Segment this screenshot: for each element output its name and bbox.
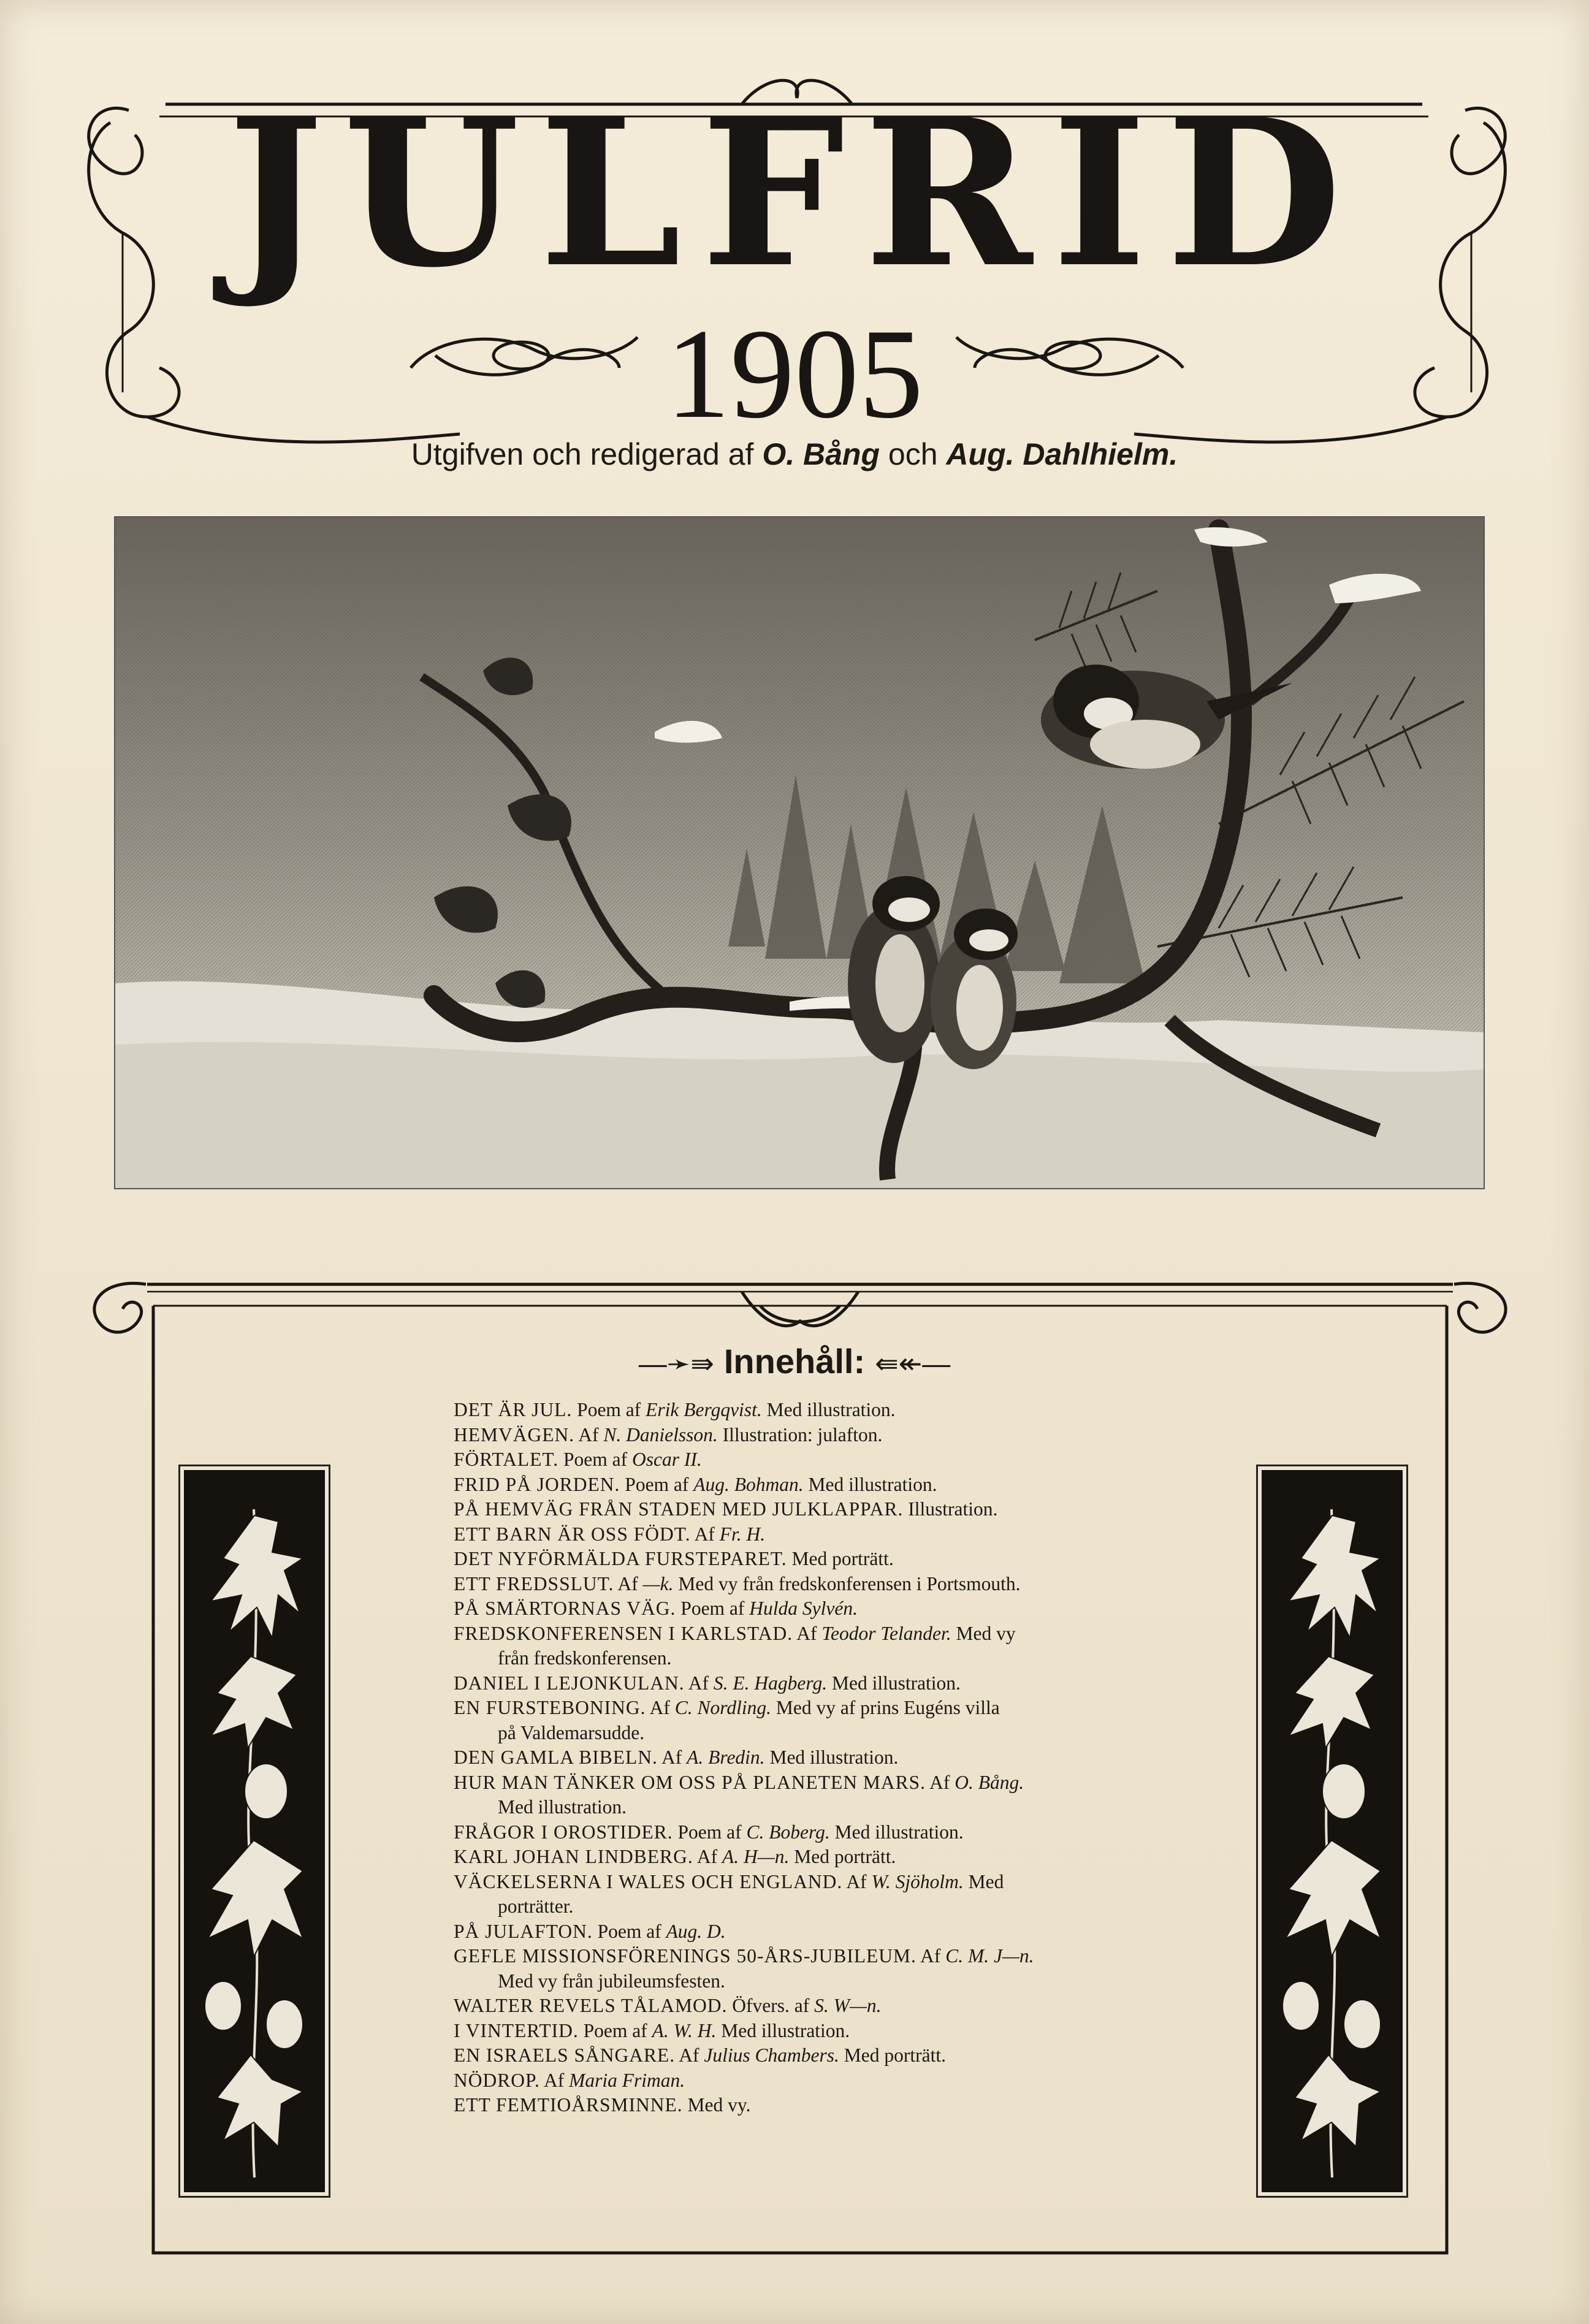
contents-item-author: W. Sjöholm.: [871, 1870, 964, 1892]
contents-item-title: ETT BARN ÄR OSS FÖDT.: [454, 1523, 691, 1545]
contents-heading: [0, 1341, 1589, 1381]
contents-item-text: Af: [684, 1672, 714, 1694]
contents-item: [454, 1845, 1159, 1870]
thistle-panel-left: [184, 1470, 325, 2192]
contents-item-author: A. W. H.: [652, 2019, 717, 2041]
contents-item-title: EN FURSTEBONING.: [454, 1697, 646, 1718]
contents-item: [454, 1696, 1159, 1745]
contents-item-text: Af: [657, 1747, 687, 1768]
contents-item-title: FÖRTALET.: [454, 1449, 559, 1470]
contents-item-continuation: Med illustration.: [498, 1796, 627, 1818]
publication-year: 1905: [666, 303, 923, 445]
contents-item-title: HUR MAN TÄNKER OM OSS PÅ PLANETEN MARS.: [454, 1771, 926, 1793]
contents-item: [454, 1497, 1159, 1522]
contents-item: [454, 2043, 1159, 2068]
contents-item-title: DET ÄR JUL.: [454, 1399, 573, 1420]
contents-item-author: A. Bredin.: [687, 1747, 765, 1768]
contents-item-title: DEN GAMLA BIBELN.: [454, 1747, 658, 1768]
contents-item: [454, 1547, 1159, 1572]
contents-item: [454, 2093, 1159, 2118]
contents-item-text: Poem af: [572, 1399, 646, 1420]
contents-item: [454, 1770, 1159, 1820]
contents-item-text: Af: [574, 1423, 604, 1446]
contents-item-author: N. Danielsson.: [603, 1423, 718, 1446]
contents-item-title: HEMVÄGEN.: [454, 1423, 575, 1446]
contents-item-author: Aug. D.: [666, 1920, 726, 1942]
contents-item-note: Med vy af prins Eugéns villa: [771, 1697, 1000, 1718]
contents-item: [454, 1745, 1159, 1770]
contents-item-author: O. Bång.: [955, 1771, 1024, 1793]
arrow-left-ornament-icon: ⇚↞—: [875, 1347, 951, 1379]
contents-item-author: C. Nordling.: [674, 1697, 772, 1718]
contents-item-text: Af: [690, 1523, 720, 1545]
contents-item-text: Af: [926, 1771, 955, 1793]
contents-item-note: Med illustration.: [764, 1747, 899, 1768]
contents-item-title: FRID PÅ JORDEN.: [454, 1473, 620, 1495]
contents-item: [454, 1473, 1159, 1498]
contents-item-author: Teodor Telander.: [821, 1622, 951, 1644]
contents-item: [454, 1919, 1159, 1945]
winter-birds-illustration: [114, 516, 1485, 1189]
contents-item-title: FREDSKONFERENSEN I KARLSTAD.: [454, 1622, 793, 1644]
contents-item-note: Med vy: [951, 1622, 1016, 1644]
contents-item-author: C. M. J—n.: [945, 1945, 1034, 1967]
contents-item: [454, 1572, 1159, 1597]
thistle-panel-right: [1262, 1470, 1403, 2192]
editors-conjunction: och: [880, 437, 947, 471]
contents-item-title: DET NYFÖRMÄLDA FURSTEPARET.: [454, 1548, 787, 1569]
contents-item: [454, 1621, 1159, 1671]
contents-item: [454, 2068, 1159, 2094]
contents-item-continuation: Med vy från jubileumsfesten.: [498, 1970, 725, 1992]
contents-item: [454, 1671, 1159, 1696]
contents-item-author: C. Boberg.: [746, 1821, 830, 1843]
editor-name-2: Aug. Dahlhielm.: [946, 437, 1178, 471]
contents-item-text: Poem af: [592, 1920, 666, 1942]
contents-item: [454, 1820, 1159, 1845]
contents-item: [454, 1994, 1159, 2019]
contents-item: [454, 2019, 1159, 2044]
contents-item-note: Med porträtt.: [789, 1846, 896, 1867]
contents-item-title: PÅ SMÄRTORNAS VÄG.: [454, 1598, 676, 1619]
contents-item-text: Af: [693, 1846, 722, 1867]
contents-item-title: EN ISRAELS SÅNGARE.: [454, 2044, 676, 2066]
contents-item-title: ETT FREDSSLUT.: [454, 1572, 614, 1594]
contents-item-author: Oscar II.: [631, 1449, 702, 1470]
contents-heading-text: Innehåll:: [723, 1342, 866, 1381]
contents-item-note: Med vy från fredskonferensen i Portsmouth.: [673, 1572, 1021, 1594]
contents-item-author: Fr. H.: [719, 1523, 766, 1545]
contents-item-note: Med illustration.: [803, 1473, 937, 1495]
contents-item-text: Med vy.: [682, 2094, 751, 2116]
contents-item-text: Illustration.: [903, 1498, 998, 1520]
contents-item-continuation: på Valdemarsudde.: [498, 1721, 645, 1743]
contents-item-note: Med illustration.: [827, 1672, 961, 1694]
contents-item-title: GEFLE MISSIONSFÖRENINGS 50-ÅRS-JUBILEUM.: [454, 1945, 916, 1967]
table-of-contents: [454, 1398, 1159, 2118]
contents-item: [454, 1522, 1159, 1547]
contents-item-text: Poem af: [620, 1473, 694, 1495]
contents-item-title: DANIEL I LEJONKULAN.: [454, 1672, 685, 1694]
contents-item: [454, 1398, 1159, 1423]
contents-item-note: Med illustration.: [761, 1399, 896, 1420]
contents-item-continuation: porträtter.: [498, 1895, 574, 1917]
contents-item-title: WALTER REVELS TÅLAMOD.: [454, 1995, 728, 2016]
contents-item-author: Julius Chambers.: [704, 2044, 839, 2066]
contents-item-title: FRÅGOR I OROSTIDER.: [454, 1821, 673, 1843]
contents-item-author: Aug. Bohman.: [693, 1473, 804, 1495]
editors-line: [0, 436, 1589, 472]
contents-item-text: Af: [793, 1622, 822, 1644]
contents-item-author: —k.: [642, 1572, 674, 1594]
contents-item-text: Poem af: [676, 1598, 750, 1619]
editors-prefix: Utgifven och redigerad af: [411, 437, 763, 471]
contents-item-text: Af: [842, 1870, 872, 1892]
contents-item-author: S. W—n.: [814, 1995, 882, 2016]
contents-item-continuation: från fredskonferensen.: [498, 1647, 672, 1669]
contents-item-note: Illustration: julafton.: [717, 1423, 883, 1446]
contents-item: [454, 1423, 1159, 1448]
contents-item-note: Med: [963, 1870, 1004, 1892]
editor-name-1: O. Bång: [762, 437, 880, 471]
contents-item-text: Af: [916, 1945, 946, 1967]
contents-item-title: KARL JOHAN LINDBERG.: [454, 1846, 693, 1867]
contents-item-text: Poem af: [578, 2019, 652, 2041]
contents-item-author: Erik Bergqvist.: [646, 1399, 762, 1420]
contents-item: [454, 1944, 1159, 1994]
contents-item-text: Med porträtt.: [787, 1548, 894, 1569]
contents-item-note: Med porträtt.: [839, 2044, 946, 2066]
contents-item-title: VÄCKELSERNA I WALES OCH ENGLAND.: [454, 1870, 843, 1892]
contents-item-text: Poem af: [558, 1449, 632, 1470]
contents-item-text: Poem af: [673, 1821, 747, 1843]
contents-item-title: ETT FEMTIOÅRSMINNE.: [454, 2094, 683, 2116]
contents-item-author: Hulda Sylvén.: [749, 1598, 858, 1619]
contents-item-text: Af: [675, 2044, 704, 2066]
contents-item: [454, 1870, 1159, 1919]
contents-item-note: Med illustration.: [829, 1821, 964, 1843]
contents-item-note: Med illustration.: [716, 2019, 850, 2041]
contents-item: [454, 1447, 1159, 1473]
contents-item-author: A. H—n.: [722, 1846, 790, 1867]
contents-item-text: Af: [539, 2069, 570, 2091]
contents-item-author: Maria Friman.: [569, 2069, 685, 2091]
contents-item-author: S. E. Hagberg.: [713, 1672, 828, 1694]
arrow-right-ornament-icon: —➛⇛: [638, 1347, 714, 1379]
contents-item-title: NÖDROP.: [454, 2069, 540, 2091]
contents-item-title: PÅ HEMVÄG FRÅN STADEN MED JULKLAPPAR.: [454, 1498, 904, 1520]
contents-item-title: PÅ JULAFTON.: [454, 1920, 593, 1942]
contents-item: [454, 1596, 1159, 1621]
contents-item-text: Öfvers. af: [727, 1995, 815, 2016]
magazine-title: JULFRID: [227, 74, 1362, 312]
contents-item-text: Af: [646, 1697, 675, 1718]
contents-item-title: I VINTERTID.: [454, 2019, 579, 2041]
contents-item-text: Af: [614, 1572, 643, 1594]
